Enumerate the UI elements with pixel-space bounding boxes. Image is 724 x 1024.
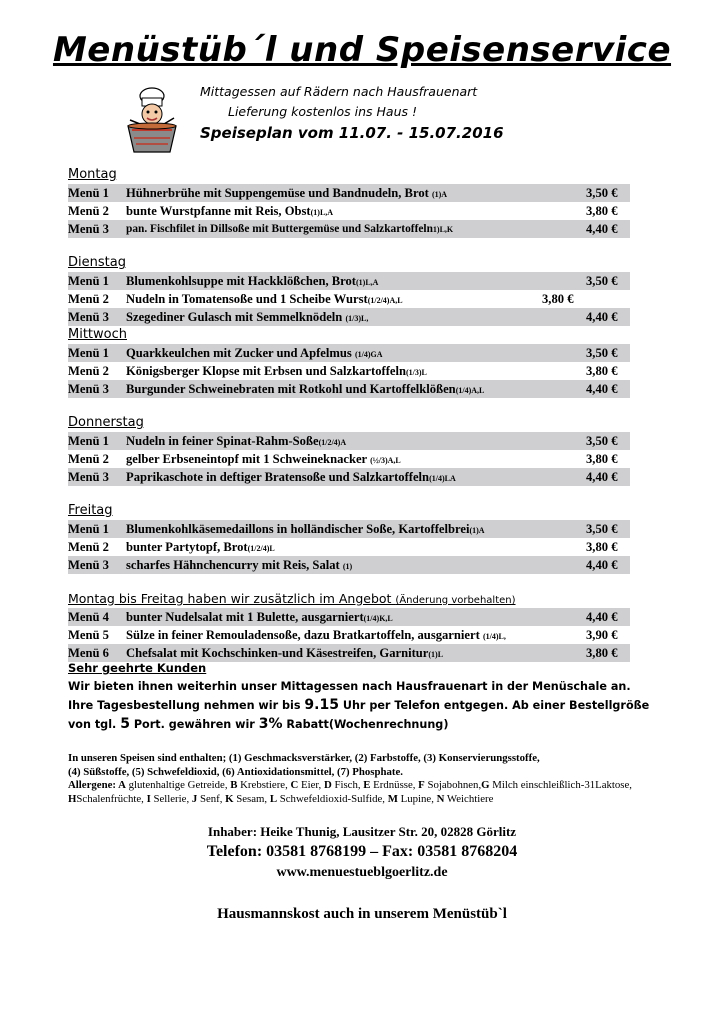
menu-number: Menü 3: [68, 470, 109, 484]
extra-offer-note: (Änderung vorbehalten): [395, 595, 516, 606]
day-heading: Freitag: [68, 503, 113, 518]
menu-price: 3,50 €: [586, 274, 618, 288]
menu-row: [68, 272, 630, 290]
menu-price: 4,40 €: [586, 470, 618, 484]
discount-percent: 3%: [258, 716, 283, 732]
menu-dish: scharfes Hähnchencurry mit Reis, Salat (1): [126, 558, 353, 572]
slogan: Hausmannskost auch in unserem Menüstüb`l: [217, 906, 507, 922]
weekly-menu: [68, 166, 630, 662]
menu-dish: Paprikaschote in deftiger Bratensoße und Salzkartoffeln(1/4)LA: [126, 470, 456, 484]
menu-price: 4,40 €: [586, 558, 618, 572]
additives-line: (4) Süßstoffe, (5) Schwefeldioxid, (6) Antioxidationsmittel, (7) Phosphate.: [68, 765, 403, 778]
menu-row: [68, 432, 630, 450]
menu-number: Menü 3: [68, 310, 109, 324]
additive-code: (½/3)A,L: [370, 456, 401, 465]
additive-code: (1)A: [469, 526, 485, 535]
menu-dish: Chefsalat mit Kochschinken-und Käsestreifen, Garnitur(1)L: [126, 646, 444, 660]
menu-price: 3,50 €: [586, 186, 618, 200]
allergen-key: J: [191, 792, 198, 805]
owner-address: Inhaber: Heike Thunig, Lausitzer Str. 20, 02828 Görlitz: [207, 824, 517, 839]
menu-row: [68, 556, 630, 574]
menu-price: 3,80 €: [586, 364, 618, 378]
day-heading: Dienstag: [68, 255, 126, 270]
page-title: Menüstüb´l und Speisenservice: [52, 30, 672, 70]
additive-code: (1/2/4)L: [247, 544, 275, 553]
notice-line: Wir bieten ihnen weiterhin unser Mittagessen nach Hausfrauenart in der Menüschale an.: [68, 680, 631, 693]
menu-row: [68, 608, 630, 626]
menu-dish: Burgunder Schweinebraten mit Rotkohl und Kartoffelklößen(1/4)A,L: [126, 382, 485, 396]
menu-row: [68, 380, 630, 398]
menu-number: Menü 1: [68, 522, 109, 536]
menu-price: 3,50 €: [586, 522, 618, 536]
allergen-key: I: [146, 792, 151, 805]
allergen-label: Milch einschleißlich-31Laktose,: [489, 779, 632, 791]
menu-price: 3,50 €: [586, 434, 618, 448]
menu-number: Menü 2: [68, 452, 109, 466]
order-deadline: 9.15: [304, 697, 339, 713]
additive-code: (1)A: [431, 190, 448, 199]
allergen-label: Schalenfrüchte,: [76, 792, 147, 805]
notice-line: Ihre Tagesbestellung nehmen wir bis 9.15 Uhr per Telefon entgegen. Ab einer Bestellgröße: [68, 697, 650, 713]
menu-number: Menü 1: [68, 274, 109, 288]
allergen-label: Sesam,: [233, 792, 270, 805]
menu-price: 3,80 €: [586, 646, 618, 660]
menu-plan-date: Speiseplan vom 11.07. - 15.07.2016: [200, 124, 504, 142]
allergens-line: Allergene: A glutenhaltige Getreide, B Krebstiere, C Eier, D Fisch, E Erdnüsse, F Sojabohnen,G Milch einschleißlich-31Laktose, HSchalenfrüchte, I Sellerie, J Senf, K Sesam, L Schwefeldioxid-Sulfide, M Lupine, N Weichtiere: [68, 779, 632, 805]
extra-offer-heading: Montag bis Freitag haben wir zusätzlich im Angebot (Änderung vorbehalten): [68, 591, 516, 606]
allergen-key: D: [323, 779, 332, 791]
menu-row: [68, 290, 630, 308]
additive-code: (1)L,A: [310, 208, 334, 217]
customer-notice: [68, 660, 668, 734]
menu-number: Menü 2: [68, 364, 109, 378]
allergen-label: Weichtiere: [444, 792, 494, 805]
day-heading: Montag: [68, 167, 117, 182]
menu-number: Menü 1: [68, 434, 109, 448]
additives-line: In unseren Speisen sind enthalten; (1) Geschmacksverstärker, (2) Farbstoffe, (3) Konservierungsstoffe,: [68, 752, 540, 764]
menu-dish: Nudeln in feiner Spinat-Rahm-Soße(1/2/4)A: [126, 434, 347, 448]
menu-number: Menü 3: [68, 558, 109, 572]
menu-row: [68, 520, 630, 538]
allergen-label: Lupine,: [397, 792, 437, 805]
allergen-key: A: [118, 779, 126, 791]
menu-dish: pan. Fischfilet in Dillsoße mit Buttergemüse und Salzkartoffeln1)L,K: [126, 223, 454, 235]
menu-row: [68, 538, 630, 556]
additive-code: (1/3)L,: [345, 314, 369, 323]
additive-code: (1/2/4)A: [318, 438, 347, 447]
menu-number: Menü 1: [68, 346, 109, 360]
menu-number: Menü 4: [68, 610, 109, 624]
menu-dish: bunter Partytopf, Brot(1/2/4)L: [126, 540, 275, 554]
additive-code: (1): [342, 562, 353, 571]
menu-dish: gelber Erbseneintopf mit 1 Schweineknacker (½/3)A,L: [126, 452, 401, 466]
allergen-key: G: [481, 779, 490, 791]
allergen-key: C: [290, 779, 299, 791]
allergen-key: E: [363, 779, 371, 791]
menu-row: [68, 468, 630, 486]
allergen-label: Sojabohnen,: [424, 779, 482, 791]
menu-dish: Blumenkohlkäsemedaillons in holländischer Soße, Kartoffelbrei(1)A: [126, 522, 485, 536]
additives-allergens-info: [68, 752, 668, 806]
menu-price: 3,80 €: [586, 452, 618, 466]
allergen-key: F: [418, 779, 425, 791]
menu-dish: Sülze in feiner Remouladensoße, dazu Bratkartoffeln, ausgarniert (1/4)L,: [126, 628, 506, 642]
menu-number: Menü 1: [68, 186, 109, 200]
menu-row: [68, 202, 630, 220]
allergen-label: Senf,: [197, 792, 226, 805]
phone-fax: Telefon: 03581 8768199 – Fax: 03581 8768204: [206, 843, 518, 860]
menu-row: [68, 344, 630, 362]
menu-dish: Hühnerbrühe mit Suppengemüse und Bandnudeln, Brot (1)A: [126, 186, 448, 200]
menu-number: Menü 2: [68, 204, 109, 218]
day-heading: Mittwoch: [68, 327, 127, 342]
notice-heading: Sehr geehrte Kunden: [68, 661, 207, 675]
menu-row: [68, 450, 630, 468]
menu-number: Menü 5: [68, 628, 109, 642]
portion-count: 5: [120, 716, 130, 732]
allergen-label: Fisch,: [331, 779, 364, 791]
additive-code: (1/3)L: [406, 368, 427, 377]
additive-code: (1/4)GA: [354, 350, 383, 359]
additive-code: (1)L: [428, 650, 444, 659]
allergen-key: H: [68, 792, 77, 805]
menu-price: 3,80 €: [586, 204, 618, 218]
day-heading: Donnerstag: [68, 415, 144, 430]
menu-row: [68, 220, 630, 238]
additive-code: (1/2/4)A,L: [367, 296, 403, 305]
menu-row: [68, 626, 630, 644]
menu-row: [68, 362, 630, 380]
chef-cooking-pot-illustration: [118, 82, 186, 158]
menu-dish: bunter Nudelsalat mit 1 Bulette, ausgarniert(1/4)K,L: [126, 610, 393, 624]
allergen-key: M: [387, 792, 398, 805]
menu-price: 3,80 €: [586, 540, 618, 554]
menu-dish: Königsberger Klopse mit Erbsen und Salzkartoffeln(1/3)L: [126, 364, 427, 378]
menu-row: [68, 184, 630, 202]
allergen-label: glutenhaltige Getreide,: [125, 779, 231, 791]
allergen-key: N: [436, 792, 445, 805]
menu-dish: Quarkkeulchen mit Zucker und Apfelmus (1/4)GA: [126, 346, 383, 360]
menu-number: Menü 2: [68, 292, 109, 306]
menu-number: Menü 6: [68, 646, 109, 660]
menu-price: 4,40 €: [586, 222, 618, 236]
allergen-key: K: [225, 792, 234, 805]
menu-dish: Nudeln in Tomatensoße und 1 Scheibe Wurst(1/2/4)A,L: [126, 292, 403, 306]
menu-dish: Blumenkohlsuppe mit Hackklößchen, Brot(1)L,A: [126, 274, 379, 288]
additive-code: (1/4)LA: [429, 474, 456, 483]
menu-price: 3,50 €: [586, 346, 618, 360]
additive-code: (1/4)A,L: [455, 386, 485, 395]
menu-number: Menü 2: [68, 540, 109, 554]
menu-number: Menü 3: [68, 222, 109, 236]
subtitle-delivery: Mittagessen auf Rädern nach Hausfrauenart: [200, 84, 478, 99]
allergen-label: Krebstiere,: [237, 779, 291, 791]
subtitle-free-delivery: Lieferung kostenlos ins Haus !: [228, 104, 417, 119]
additive-code: (1)L,A: [356, 278, 379, 287]
allergen-label: Erdnüsse,: [370, 779, 419, 791]
additive-code: (1/4)K,L: [363, 614, 393, 623]
menu-dish: Szegediner Gulasch mit Semmelknödeln (1/3)L,: [126, 310, 369, 324]
menu-price: 3,90 €: [586, 628, 618, 642]
additive-code: (1/4)L,: [482, 632, 506, 641]
menu-number: Menü 3: [68, 382, 109, 396]
allergen-key: B: [230, 779, 238, 791]
menu-price: 4,40 €: [586, 610, 618, 624]
website-link[interactable]: www.menuestueblgoerlitz.de: [276, 865, 448, 880]
menu-price: 4,40 €: [586, 382, 618, 396]
additive-code: 1)L,K: [432, 225, 454, 234]
allergen-key: L: [269, 792, 278, 805]
menu-dish: bunte Wurstpfanne mit Reis, Obst(1)L,A: [126, 204, 334, 218]
allergen-label: Eier,: [298, 779, 324, 791]
menu-price: 3,80 €: [542, 292, 574, 306]
menu-row: [68, 308, 630, 326]
allergen-label: Schwefeldioxid-Sulfide,: [277, 792, 388, 805]
allergen-label: Sellerie,: [150, 792, 192, 805]
notice-line: von tgl. 5 Port. gewähren wir 3% Rabatt(Wochenrechnung): [68, 716, 449, 732]
menu-price: 4,40 €: [586, 310, 618, 324]
